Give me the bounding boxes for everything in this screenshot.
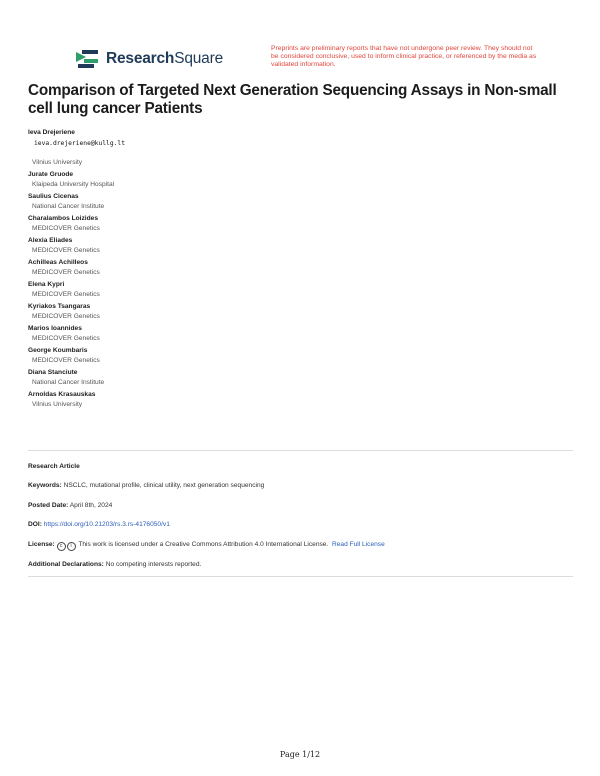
author-name: Achilleas Achilleos	[28, 259, 88, 266]
keywords	[28, 482, 573, 489]
declarations-label: Additional Declarations:	[28, 561, 104, 568]
article-type-value: Research Article	[28, 463, 80, 470]
author-affiliation: National Cancer Institute	[32, 378, 105, 386]
author-affiliation: MEDICOVER Genetics	[32, 246, 100, 254]
doi	[28, 521, 573, 528]
author-affiliation: MEDICOVER Genetics	[32, 224, 100, 232]
logo-text	[106, 50, 223, 68]
article-type	[28, 463, 573, 470]
author-name: Ieva Drejeriene	[28, 129, 75, 136]
author-affiliation: MEDICOVER Genetics	[32, 312, 100, 320]
author-affiliation: MEDICOVER Genetics	[32, 290, 100, 298]
posted-date-label: Posted Date:	[28, 502, 69, 509]
author-affiliation: Klaipeda University Hospital	[32, 180, 115, 188]
author-list	[28, 128, 568, 412]
posted-date	[28, 502, 573, 509]
posted-date-value: April 8th, 2024	[69, 502, 113, 509]
divider	[28, 450, 573, 451]
license-label: License:	[28, 541, 55, 548]
cc-by-icon: i	[67, 542, 76, 551]
author-affiliation: Vilnius University	[32, 158, 83, 166]
author-name: George Koumbaris	[28, 347, 88, 354]
preprint-disclaimer: Preprints are preliminary reports that have not undergone peer review. They should not be considered conclusive, used to inform clinical practice, or referenced by the media as validated information.	[271, 45, 537, 68]
paper-title: Comparison of Targeted Next Generation Sequencing Assays in Non-small cell lung cancer Patients	[28, 82, 557, 117]
license	[28, 541, 573, 551]
author-affiliation: MEDICOVER Genetics	[32, 268, 100, 276]
divider	[28, 576, 573, 577]
license-text: This work is licensed under a Creative Commons Attribution 4.0 International License.	[78, 541, 329, 548]
header	[74, 45, 544, 78]
additional-declarations	[28, 561, 573, 568]
logo-bold: Research	[106, 50, 175, 67]
read-full-license-link[interactable]: Read Full License	[331, 541, 385, 548]
logo-light: Square	[174, 50, 223, 67]
author-name: Arnoldas Krasauskas	[28, 391, 96, 398]
author-affiliation: MEDICOVER Genetics	[32, 356, 100, 364]
author-name: Saulius Cicenas	[28, 193, 79, 200]
cc-icon: c	[57, 542, 66, 551]
research-square-logo[interactable]	[74, 48, 223, 70]
doi-label: DOI:	[28, 521, 42, 528]
author-name: Elena Kypri	[28, 281, 65, 288]
author-affiliation: National Cancer Institute	[32, 202, 105, 210]
research-square-logo-icon	[74, 48, 100, 70]
doi-link[interactable]: https://doi.org/10.21203/rs.3.rs-4176050/v1	[43, 521, 170, 528]
author-name: Diana Stanciute	[28, 369, 78, 376]
keywords-label: Keywords:	[28, 482, 62, 489]
author-name: Jurate Gruode	[28, 171, 74, 178]
declarations-value: No competing interests reported.	[105, 561, 202, 568]
author-name: Charalambos Loizides	[28, 215, 98, 222]
author-affiliation: MEDICOVER Genetics	[32, 334, 100, 342]
author-name: Kyriakos Tsangaras	[28, 303, 91, 310]
author-email[interactable]: ieva.drejeriene@kullg.lt	[34, 139, 125, 147]
author-name: Marios Ioannides	[28, 325, 82, 332]
author-affiliation: Vilnius University	[32, 400, 83, 408]
page-number: Page 1/12	[279, 750, 321, 759]
author-name: Alexia Eliades	[28, 237, 73, 244]
keywords-value: NSCLC, mutational profile, clinical utility, next generation sequencing	[63, 482, 265, 489]
